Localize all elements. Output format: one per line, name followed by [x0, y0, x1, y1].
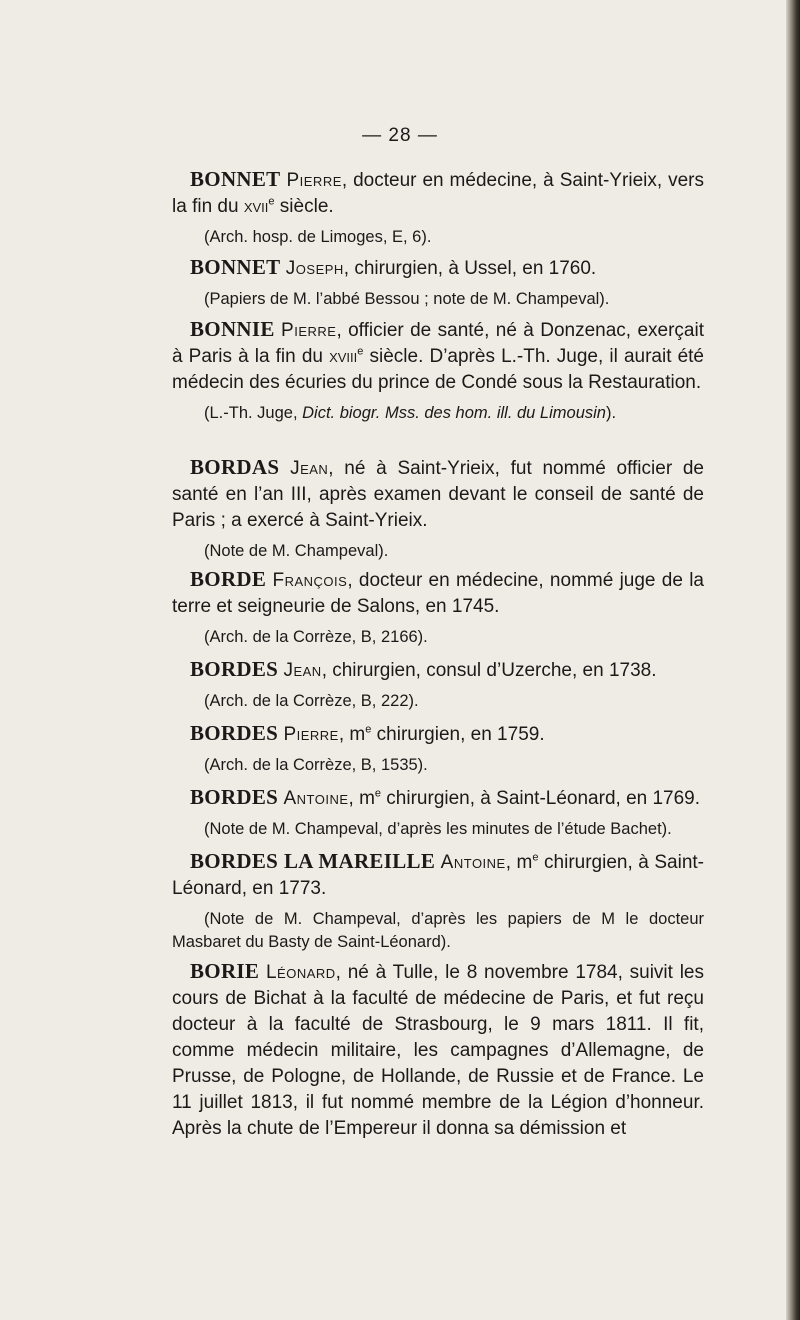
entry-bordes-jean [172, 656, 704, 713]
entry-bordes-antoine [172, 784, 704, 841]
entry-bordes-la-mareille [172, 848, 704, 954]
entry-surname: BORDES [190, 785, 279, 809]
entry-given-name: Léonard [265, 962, 336, 983]
entry-text: BORDES LA MAREILLE Antoine, $m^e$ chirurgien, à Saint-Léonard, en 1773. [172, 849, 705, 899]
entry-given-name: Pierre [283, 724, 339, 745]
entry-bonnie-pierre [172, 316, 704, 425]
book-spine-shadow [786, 0, 800, 1320]
entry-given-name: Joseph [285, 258, 344, 279]
entry-bordes-pierre [172, 720, 704, 777]
entry-text: BORDES Pierre, $m^e$ chirurgien, en 1759. [190, 721, 545, 745]
entry-text: BORIE Léonard, né à Tulle, le 8 novembre 1784, suivit les cours de Bichat à la faculté de médecine de Paris, et fut reçu docteur à la faculté de Strasbourg, le 9 mars 1811. Il fit, comme médecin militaire, les campagnes d’Allemagne, de Prusse, de Pologne, de Hollande, de Russie et de France. Le 11 juillet 1813, il fut nommé membre de la Légion d’honneur. Après la chute de l’Empereur il donna sa démission et [172, 959, 704, 1139]
entry-text: BORDE François, docteur en médecine, nommé juge de la terre et seigneurie de Salons, en 1745. [172, 567, 704, 617]
entry-surname: BORDAS [190, 455, 280, 479]
entry-surname: BONNIE [190, 317, 275, 341]
entry-text: BORDES Antoine, $m^e$ chirurgien, à Saint-Léonard, en 1769. [190, 785, 701, 809]
entry-bonnet-pierre [172, 166, 704, 249]
entry-surname: BORDES [190, 657, 279, 681]
entry-surname: BORIE [190, 959, 260, 983]
entry-given-name: Pierre [286, 170, 342, 191]
entry-given-name: Antoine [440, 852, 506, 873]
entry-reference: (Arch. de la Corrèze, B, 2166). [204, 628, 428, 646]
entry-reference: (Note de M. Champeval, d’après les minutes de l’étude Bachet). [204, 820, 672, 838]
entry-bonnet-joseph [172, 254, 704, 311]
entry-borde-francois [172, 566, 704, 649]
entry-reference: (Note de M. Champeval, d’après les papiers de M le docteur Masbaret du Basty de Saint-Léonard). [172, 910, 704, 951]
entry-text: BORDAS Jean, né à Saint-Yrieix, fut nommé officier de santé en l’an III, après examen devant le conseil de santé de Paris ; a exercé à Saint-Yrieix. [172, 455, 704, 531]
entry-text: BONNIE Pierre, officier de santé, né à Donzenac, exerçait à Paris à la fin du xviii$^e$ siècle. D’après L.-Th. Juge, il aurait été médecin des écuries du prince de Condé sous la Restauration. [172, 317, 705, 393]
entry-reference: (Papiers de M. l’abbé Bessou ; note de M. Champeval). [204, 290, 610, 308]
entry-reference: (Note de M. Champeval). [204, 542, 389, 560]
entry-given-name: Jean [290, 458, 329, 479]
entry-text: BONNET Joseph, chirurgien, à Ussel, en 1760. [190, 255, 597, 279]
entry-given-name: François [272, 570, 348, 591]
page-number: — 28 — [362, 125, 438, 146]
entry-reference: (Arch. hosp. de Limoges, E, 6). [204, 228, 432, 246]
entry-given-name: Jean [283, 660, 322, 681]
entry-surname: BORDE [190, 567, 267, 591]
entry-given-name: Pierre [281, 320, 337, 341]
entry-surname: BONNET [190, 255, 281, 279]
entry-reference: (Arch. de la Corrèze, B, 222). [204, 692, 419, 710]
entry-bordas-jean [172, 454, 704, 563]
entry-text: BORDES Jean, chirurgien, consul d’Uzerche, en 1738. [190, 657, 657, 681]
entry-surname: BORDES [190, 721, 279, 745]
entry-surname: BONNET [190, 167, 281, 191]
entry-borie-leonard [172, 958, 704, 1142]
entry-text: BONNET Pierre, docteur en médecine, à Saint-Yrieix, vers la fin du xvii$^e$ siècle. [172, 167, 704, 217]
entry-reference: (L.-Th. Juge, Dict. biogr. Mss. des hom. ill. du Limousin). [204, 404, 617, 422]
entry-given-name: Antoine [283, 788, 349, 809]
entry-reference: (Arch. de la Corrèze, B, 1535). [204, 756, 428, 774]
entry-surname: BORDES LA MAREILLE [190, 849, 436, 873]
